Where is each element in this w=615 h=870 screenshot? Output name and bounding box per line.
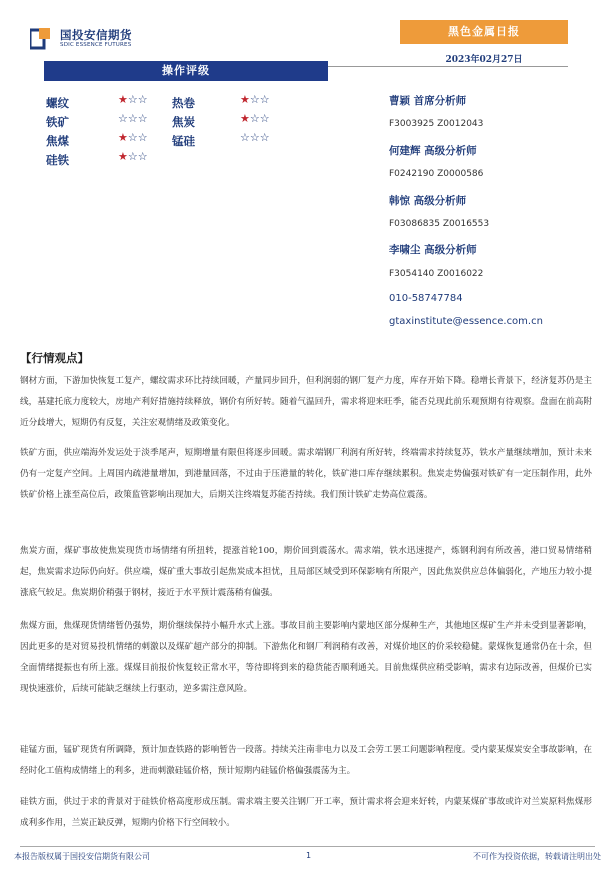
paragraph-silicomanganese: 硅锰方面，锰矿现货有所调降，预计加查铁路的影响暂告一段落。持续关注南非电力以及工会劳工罢工问题影响程度。受内蒙某煤炭安全事故影响，在经时化工值构成情绪上的利多，进而刺激硅锰价格，预计短期内硅锰价格偏强震荡为主。 bbox=[20, 745, 592, 776]
rating-stars bbox=[118, 93, 148, 106]
rating-name: 螺纹 bbox=[46, 96, 69, 110]
report-title-banner: 黑色金属日报 bbox=[400, 20, 568, 44]
star-filled-icon: ★ bbox=[240, 93, 250, 106]
logo-text-cn: 国投安信期货 bbox=[60, 28, 132, 42]
rating-item-silicomanganese bbox=[172, 130, 195, 146]
rating-item-ferrosilicon bbox=[46, 149, 69, 165]
analyst-cert: F3003925 Z0012043 bbox=[389, 119, 484, 129]
footer-copyright: 本报告版权属于国投安信期货有限公司 bbox=[14, 852, 150, 861]
paragraph-iron-ore: 铁矿方面，供应端海外发运处于淡季尾声，短期增量有限但将逐步回暖。需求端钢厂利润有所好转，终端需求持续复苏，铁水产量继续增加，预计未来仍有一定复产空间。上周国内疏港量增加，到港量回落，不过由于压港量的转化，铁矿港口库存继续累积。焦炭走势偏强对铁矿有一定压制作用，此外铁矿价格上涨至高位后，政策监管影响出现加大，后期关注终端复苏能否持续。我们预计铁矿走势高位震荡。 bbox=[20, 448, 592, 500]
company-logo bbox=[30, 26, 150, 52]
star-filled-icon: ★ bbox=[118, 150, 128, 163]
logo-text-en: SDIC ESSENCE FUTURES bbox=[60, 42, 132, 48]
paragraph-coke: 焦炭方面，煤矿事故使焦炭现货市场情绪有所扭转，提涨首轮100，期价回到震荡水。需求端，铁水迅速提产，炼钢利润有所改善，港口贸易情绪稍起，焦炭需求边际仍向好。供应端，煤矿重大事故引起焦炭成本担忧，且局部区域受到环保影响有所限产，因此焦炭供应总体偏弱化，产地压力较小提涨底气较足。焦炭期价稍强于钢材，接近于水平预计震荡稍有偏强。 bbox=[20, 546, 592, 598]
rating-stars bbox=[240, 131, 270, 144]
rating-header: 操作评级 bbox=[44, 61, 328, 81]
rating-stars bbox=[118, 112, 148, 125]
star-empty-icon: ☆☆ bbox=[127, 93, 148, 106]
analyst-cert: F03086835 Z0016553 bbox=[389, 219, 490, 229]
report-date: 2023年02月27日 bbox=[445, 55, 523, 65]
star-empty-icon: ☆☆ bbox=[249, 112, 270, 125]
analyst-name: 李啸尘 高级分析师 bbox=[389, 244, 477, 256]
logo-mark-icon bbox=[30, 28, 52, 50]
rating-name: 硅铁 bbox=[46, 153, 69, 167]
section-title: 【行情观点】 bbox=[20, 351, 89, 365]
rating-name: 铁矿 bbox=[46, 115, 69, 129]
analyst-cert: F0242190 Z0000586 bbox=[389, 169, 484, 179]
footer-divider bbox=[20, 846, 595, 847]
analyst-name: 韩惊 高级分析师 bbox=[389, 195, 467, 207]
paragraph-ferrosilicon: 硅铁方面，供过于求的背景对于硅铁价格高度形成压制。需求端主要关注钢厂开工率，预计需求将会迎来好转，内蒙某煤矿事故或许对兰炭原料焦煤形成利多作用，兰炭正缺反弹，短期内价格下行空间较小。 bbox=[20, 797, 592, 828]
contact-phone: 010-58747784 bbox=[389, 293, 463, 304]
rating-name: 焦炭 bbox=[172, 115, 195, 129]
rating-item-coke bbox=[172, 111, 195, 127]
rating-item-hot-coil bbox=[172, 92, 195, 108]
rating-stars bbox=[118, 150, 148, 163]
star-filled-icon: ★ bbox=[118, 131, 128, 144]
analyst-name: 曹颖 首席分析师 bbox=[389, 95, 467, 107]
rating-stars bbox=[240, 93, 270, 106]
analyst-name: 何建辉 高级分析师 bbox=[389, 145, 477, 157]
rating-item-rebar bbox=[46, 92, 69, 108]
rating-name: 焦煤 bbox=[46, 134, 69, 148]
page-number: 1 bbox=[306, 851, 312, 860]
analyst-cert: F3054140 Z0016022 bbox=[389, 269, 484, 279]
contact-email[interactable]: gtaxinstitute@essence.com.cn bbox=[389, 316, 543, 327]
rating-name: 锰硅 bbox=[172, 134, 195, 148]
star-empty-icon: ☆☆☆ bbox=[240, 131, 270, 144]
rating-name: 热卷 bbox=[172, 96, 195, 110]
rating-stars bbox=[118, 131, 148, 144]
rating-item-coking-coal bbox=[46, 130, 69, 146]
rating-item-iron-ore bbox=[46, 111, 69, 127]
star-empty-icon: ☆☆ bbox=[127, 131, 148, 144]
footer-disclaimer: 不可作为投资依据，转载请注明出处 bbox=[473, 852, 601, 861]
paragraph-coking-coal: 焦煤方面，焦煤现货情绪暂仍强势，期价继续保持小幅升水式上涨。事故目前主要影响内蒙地区部分煤种生产，其他地区煤矿生产并未受到显著影响，因此更多的是对贸易投机情绪的刺激以及煤矿超产部分的抑制。下游焦化和钢厂利润稍有改善，对煤价地区的价采较稳健。蒙煤恢复通常仍在十余，但全面情绪提振也有所上涨。煤煤目前报价恢复较正常水平，等待即将到来的稳货能否顺利通关。目前焦煤供应稍受影响，需求有边际改善，但煤价已实现快速涨价，后续可能缺乏继续上行驱动，逆多需注意风险。 bbox=[20, 621, 592, 694]
star-empty-icon: ☆☆ bbox=[127, 150, 148, 163]
star-empty-icon: ☆☆☆ bbox=[118, 112, 148, 125]
rating-stars bbox=[240, 112, 270, 125]
star-filled-icon: ★ bbox=[118, 93, 128, 106]
star-empty-icon: ☆☆ bbox=[249, 93, 270, 106]
paragraph-steel: 钢材方面，下游加快恢复工复产，螺纹需求环比持续回暖，产量同步回升，但利润弱的钢厂复产力度，库存开始下降。稳增长背景下，经济复苏仍是主线，基建托底力度较大，房地产利好措施持续释放，钢价有所好转。随着气温回升，需求将迎来旺季，能否兑现此前乐观预期有待观察。盘面在前高附近分歧增大，短期仍有反复，关注宏观情绪及政策变化。 bbox=[20, 376, 592, 428]
star-filled-icon: ★ bbox=[240, 112, 250, 125]
